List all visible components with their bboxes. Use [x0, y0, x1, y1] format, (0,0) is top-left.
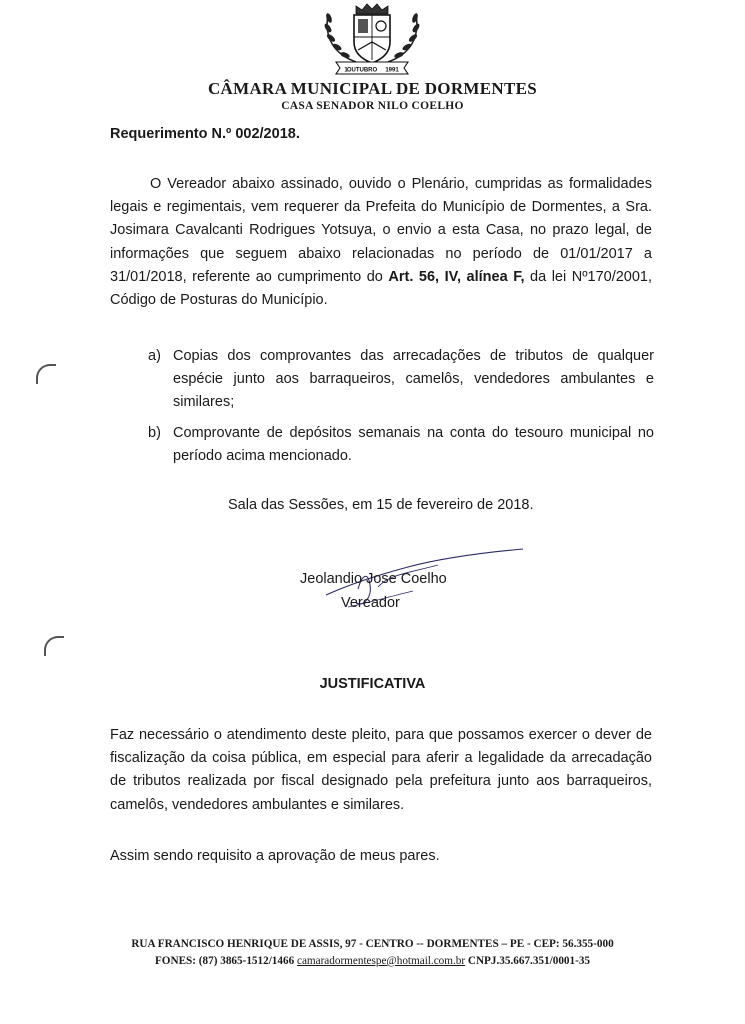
- footer-address: RUA FRANCISCO HENRIQUE DE ASSIS, 97 - CENTRO -- DORMENTES – PE - CEP: 56.355-000: [131, 938, 614, 950]
- signer-role: Vereador: [341, 595, 400, 611]
- list-line: Comprovante de depósitos semanais na conta do tesouro municipal no: [173, 425, 654, 441]
- request-title: Requerimento N.º 002/2018.: [110, 126, 300, 142]
- justification-line: Faz necessário o atendimento deste pleito, para que possamos exercer o dever de: [110, 727, 652, 743]
- justification-line: fiscalização da coisa pública, em especial para aferir a legalidade da arrecadação: [110, 750, 652, 767]
- footer-cnpj: CNPJ.35.667.351/0001-35: [465, 955, 591, 967]
- justification-heading: JUSTIFICATIVA: [319, 676, 426, 692]
- list-line: Copias dos comprovantes das arrecadações de tributos de qualquer: [173, 348, 654, 364]
- footer-phones: FONES: (87) 3865-1512/1466: [154, 955, 297, 967]
- list-item: [148, 345, 654, 415]
- list-marker: b): [148, 425, 161, 441]
- organization-name: CÂMARA MUNICIPAL DE DORMENTES: [207, 79, 538, 98]
- list-line: período acima mencionado.: [173, 448, 352, 465]
- justification-line: de tributos realizada por fiscal designado pela prefeitura junto aos barraqueiros,: [110, 773, 652, 790]
- scan-punch-mark: [44, 636, 64, 656]
- justification-line: camelôs, vendedores ambulantes e similares.: [110, 796, 405, 813]
- list-line: espécie junto aos barraqueiros, camelôs, vendedores ambulantes e: [173, 371, 654, 388]
- footer-contact: [0, 955, 745, 967]
- list-marker: a): [148, 348, 161, 364]
- coat-of-arms-icon: [312, 2, 432, 76]
- justification-paragraph: [110, 724, 652, 817]
- crest-ribbon-year: 1991: [385, 67, 399, 74]
- intro-line: legais e regimentais, vem requerer da Prefeita do Município de Dormentes, a Sra.: [110, 199, 652, 216]
- article-reference: Art. 56, IV, alínea F,: [388, 268, 525, 285]
- intro-line: Código de Posturas do Município.: [110, 292, 328, 309]
- intro-line5-pre: 31/01/2018, referente ao cumprimento do: [110, 268, 389, 285]
- scan-punch-mark: [36, 364, 56, 384]
- organization-subtitle: CASA SENADOR NILO COELHO: [281, 100, 464, 112]
- footer-email-link[interactable]: camaradormentespe@hotmail.com.br: [296, 955, 466, 967]
- intro-line: Josimara Cavalcanti Rodrigues Yotsuya, o envio a esta Casa, no prazo legal, de: [110, 222, 652, 239]
- sessions-date-line: Sala das Sessões, em 15 de fevereiro de 2018.: [228, 497, 534, 513]
- list-line: similares;: [173, 394, 235, 411]
- intro-line5-post: da lei Nº170/2001,: [524, 268, 653, 285]
- crest-ribbon-month: OUTUBRO: [346, 67, 378, 74]
- list-item: [148, 422, 654, 468]
- closing-line: Assim sendo requisito a aprovação de meus pares.: [110, 848, 440, 864]
- crest-ribbon-day: 1: [344, 67, 348, 74]
- signer-name: Jeolandio Jose Coelho: [300, 571, 447, 587]
- intro-line: informações que seguem abaixo relacionadas no período de 01/01/2017 a: [110, 245, 652, 262]
- intro-line: O Vereador abaixo assinado, ouvido o Plenário, cumpridas as formalidades: [150, 176, 652, 192]
- intro-line: [110, 266, 652, 289]
- intro-paragraph: [110, 173, 652, 312]
